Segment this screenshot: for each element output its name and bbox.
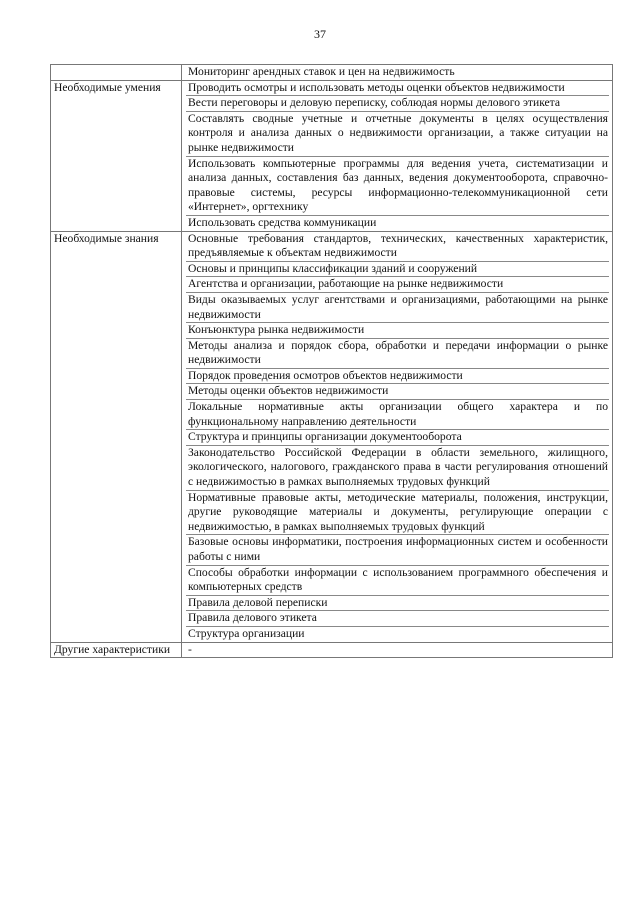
list-item: Мониторинг арендных ставок и цен на недвижимость (188, 65, 455, 78)
list-item: Основные требования стандартов, технических, качественных характеристик, предъявляемые к объектам недвижимости (186, 232, 609, 262)
table-row (51, 65, 613, 81)
table-row (51, 80, 613, 231)
list-item: Локальные нормативные акты организации общего характера и по функциональному направлению деятельности (186, 400, 609, 430)
list-item: Агентства и организации, работающие на рынке недвижимости (186, 277, 609, 293)
list-item: Структура и принципы организации документооборота (186, 430, 609, 446)
list-item: Законодательство Российской Федерации в области земельного, жилищного, экологического, налогового, гражданского права в части регулирования отношений с недвижимостью в рамках выполняемых трудовых функций (186, 446, 609, 491)
list-item: Правила делового этикета (186, 611, 609, 627)
list-item: Проводить осмотры и использовать методы оценки объектов недвижимости (186, 81, 609, 97)
table-row (51, 642, 613, 658)
list-item: Порядок проведения осмотров объектов недвижимости (186, 369, 609, 385)
row-label-knowledge: Необходимые знания (51, 231, 182, 642)
list-item: Виды оказываемых услуг агентствами и организациями, работающими на рынке недвижимости (186, 293, 609, 323)
list-item: Нормативные правовые акты, методические материалы, положения, инструкции, другие руководящие материалы и документы, регулирующие операции с недвижимостью, в рамках выполняемых трудовых функций (186, 491, 609, 536)
row-label-other: Другие характеристики (51, 642, 182, 658)
list-item: Составлять сводные учетные и отчетные документы в целях осуществления контроля и анализа данных о недвижимости организации, а также ситуации на рынке недвижимости (186, 112, 609, 157)
items-cell (182, 80, 613, 231)
page-number: 37 (314, 27, 326, 41)
list-item: Основы и принципы классификации зданий и сооружений (186, 262, 609, 278)
list-item: Конъюнктура рынка недвижимости (186, 323, 609, 339)
row-label-skills: Необходимые умения (51, 80, 182, 231)
list-item: - (188, 642, 192, 656)
list-item: Структура организации (188, 626, 305, 640)
list-item: Базовые основы информатики, построения информационных систем и особенности работы с ними (186, 535, 609, 565)
items-cell (182, 642, 613, 658)
list-item: Методы анализа и порядок сбора, обработки и передачи информации о рынке недвижимости (186, 339, 609, 369)
row-label (51, 65, 182, 81)
list-item: Использовать средства коммуникации (188, 215, 377, 229)
list-item: Правила деловой переписки (186, 596, 609, 612)
list-item: Способы обработки информации с использованием программного обеспечения и компьютерных средств (186, 566, 609, 596)
items-cell (182, 65, 613, 81)
list-item: Методы оценки объектов недвижимости (186, 384, 609, 400)
items-cell (182, 231, 613, 642)
list-item: Вести переговоры и деловую переписку, соблюдая нормы делового этикета (186, 96, 609, 112)
table-row (51, 231, 613, 642)
list-item: Использовать компьютерные программы для ведения учета, систематизации и анализа данных, составления баз данных, ведения документооборота, справочно-правовые системы, ресурсы информационно-телекоммуникационной сети «Интернет», оргтехнику (186, 157, 609, 216)
requirements-table (50, 64, 613, 658)
